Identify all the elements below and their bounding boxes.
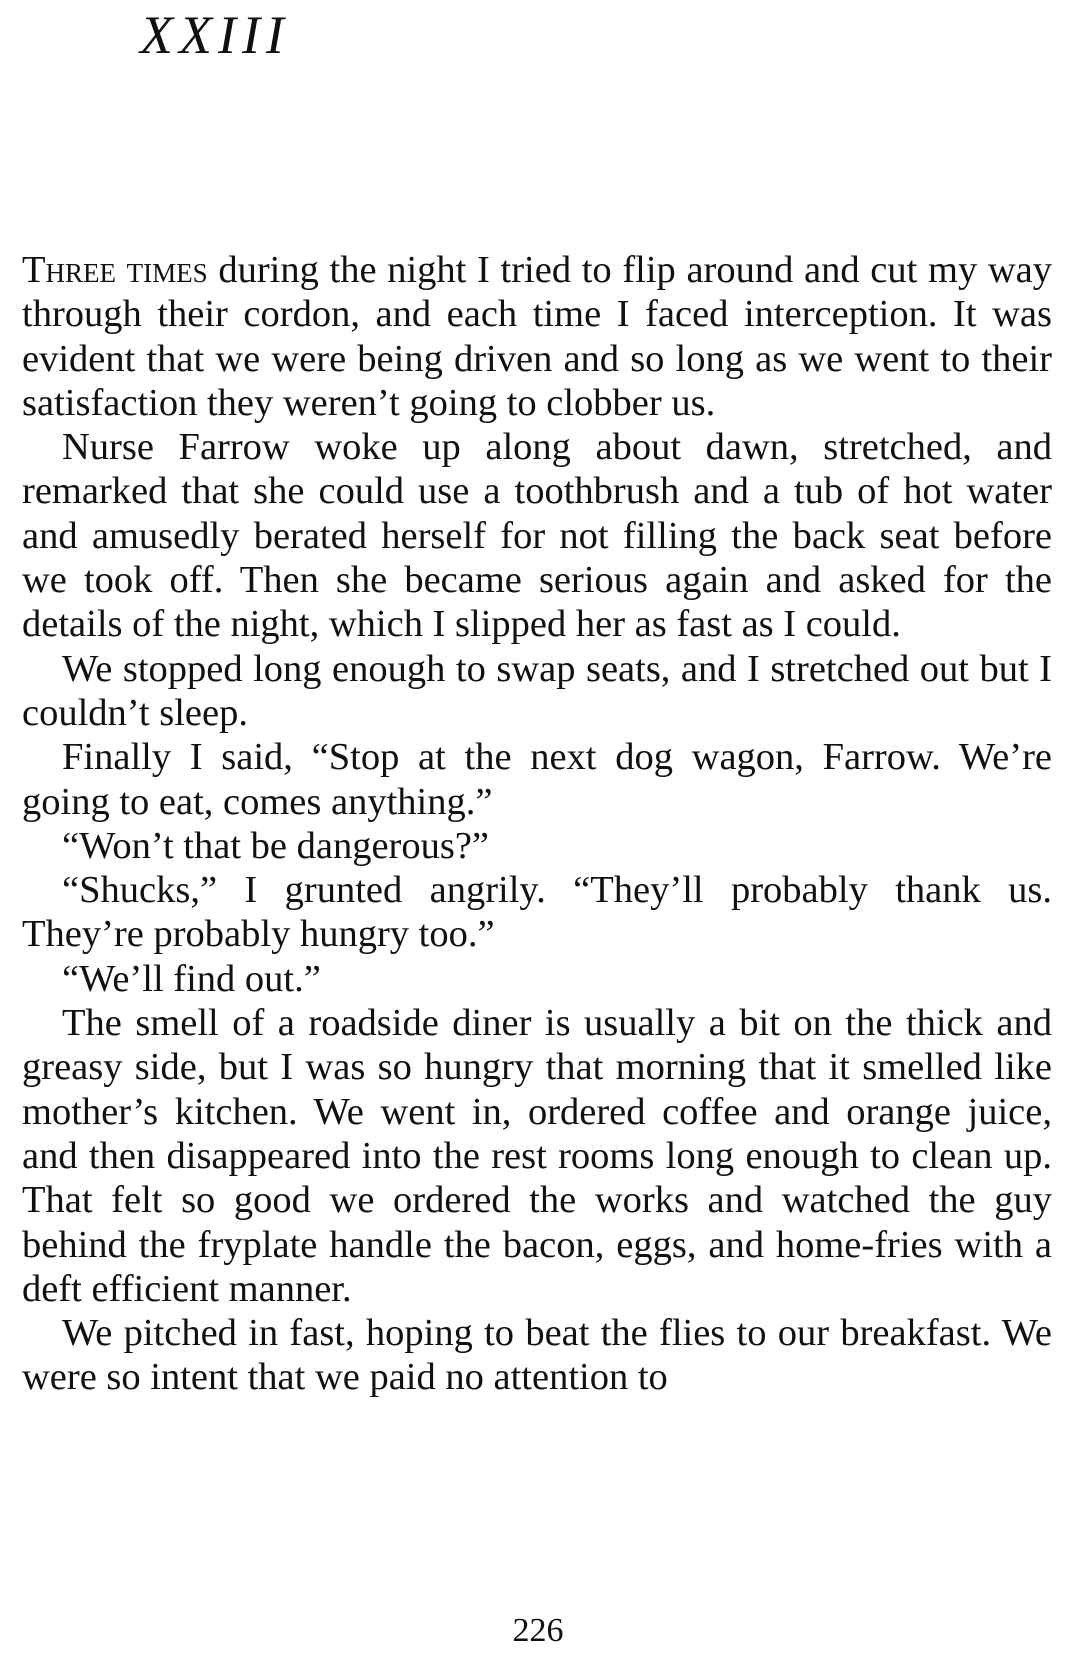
paragraph: We pitched in fast, hoping to beat the flies to our breakfast. We were so intent that we paid no attention to [22,1312,1052,1399]
paragraph: “Shucks,” I grunted angrily. “They’ll probably thank us. They’re probably hungry too.” [22,869,1052,956]
paragraph: Nurse Farrow woke up along about dawn, stretched, and remarked that she could use a toothbrush and a tub of hot water and amusedly berated herself for not filling the back seat before we took off. Then she became serious again and asked for the details of the night, which I slipped her as fast as I could. [22,426,1052,646]
chapter-heading: XXIII [140,5,290,65]
paragraph: “Won’t that be dangerous?” [62,824,490,867]
paragraph: “We’ll find out.” [62,957,321,1000]
paragraph: The smell of a roadside diner is usually a bit on the thick and greasy side, but I was so hungry that morning that it smelled like mother’s kitchen. We went in, ordered coffee and orange juice, and then disappeared into the rest rooms long enough to clean up. That felt so good we ordered the works and watched the guy behind the fryplate handle the bacon, eggs, and home-fries with a deft efficient manner. [22,1002,1052,1310]
page-number: 226 [512,1612,564,1649]
opening-small-caps: Three times [22,249,208,291]
body-text [22,248,1052,1400]
paragraph: We stopped long enough to swap seats, and I stretched out but I couldn’t sleep. [22,647,1052,734]
paragraph: Finally I said, “Stop at the next dog wagon, Farrow. We’re going to eat, comes anything.” [22,736,1052,823]
opening-paragraph [22,248,1052,425]
opening-text: during the night I tried to flip around and cut my way through their cordon, and each time I faced interception. It was evident that we were being driven and so long as we went to their satisfaction they weren’t going to clobber us. [22,249,1052,424]
